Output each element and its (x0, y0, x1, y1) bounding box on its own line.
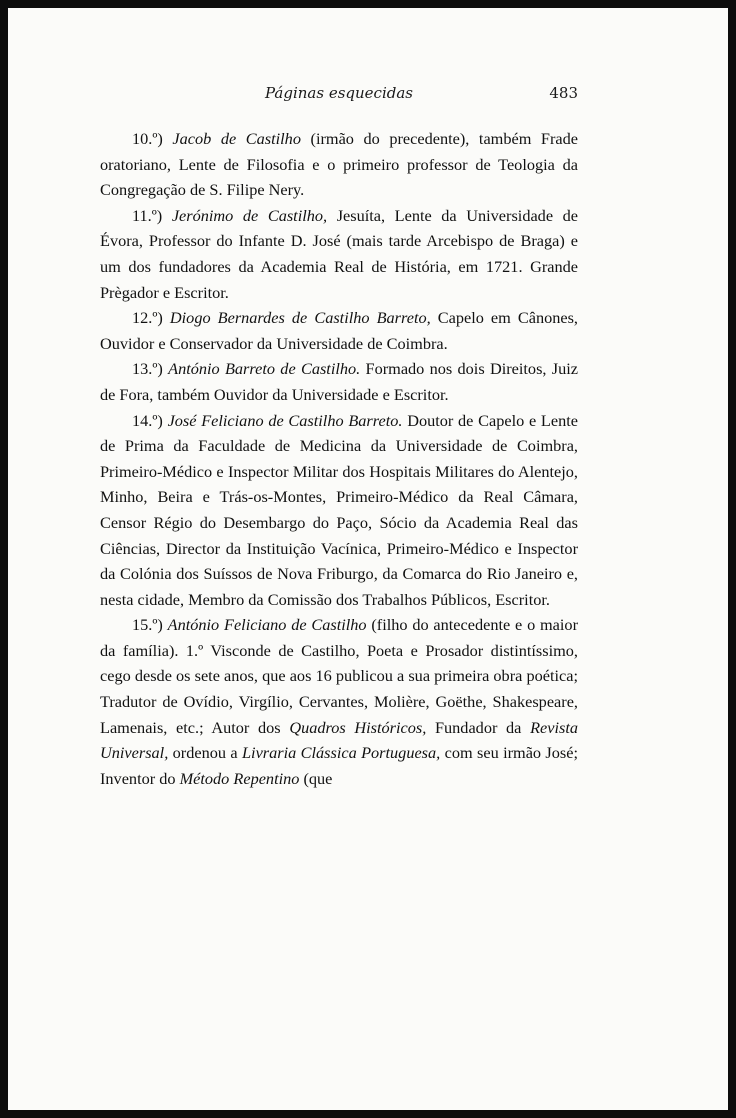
entry-number: 13.º) (132, 359, 163, 379)
paragraph-entry-11 (100, 203, 578, 305)
entry-number: 12.º) (132, 308, 163, 328)
entry-text: Formado nos dois Direitos, Juiz de Fora, também Ouvidor da Universidade e Escritor. (100, 359, 578, 404)
entry-name: José Feliciano de Castilho Barreto. (167, 410, 403, 430)
page-number: 483 (549, 84, 578, 102)
entry-text: Fundador da (434, 717, 522, 737)
work-title: Método Repentino (179, 768, 300, 788)
entry-text: Capelo em Cânones, Ouvidor e Conservador da Universidade de Coimbra. (100, 308, 578, 353)
book-page (8, 8, 728, 1110)
paragraph-entry-10 (100, 126, 578, 203)
entry-number: 15.º) (132, 615, 163, 635)
entry-text: com seu irmão José; Inventor do (100, 743, 578, 788)
entry-name: Diogo Bernardes de Castilho Barreto, (169, 308, 431, 328)
entry-name: Jerónimo de Castilho, (171, 205, 328, 225)
entry-number: 11.º) (132, 205, 163, 225)
work-title: Quadros Históricos, (289, 717, 427, 737)
work-title: Livraria Clássica Portuguesa, (241, 743, 441, 763)
work-title: Revista Universal, (100, 717, 579, 763)
running-title: Páginas esquecidas (265, 84, 413, 102)
entry-text: Doutor de Capelo e Lente de Prima da Faculdade de Medicina da Universidade de Coimbra, Primeiro-Médico e Inspector Militar dos Hospitais Militares do Alentejo, Minho, Beira e Trás-os-Montes, Primeiro-Médico da Real Câmara, Censor Régio do Desembargo do Paço, Sócio da Academia Real das Ciências, Director da Instituição Vacínica, Primeiro-Médico e Inspector da Colónia dos Suíssos de Nova Friburgo, da Comarca do Rio Janeiro e, nesta cidade, Membro da Comissão dos Trabalhos Públicos, Escritor. (100, 410, 578, 609)
paragraph-entry-12 (100, 305, 578, 356)
entry-text: (irmão do precedente), também Frade oratoriano, Lente de Filosofia e o primeiro professor de Teologia da Congregação de S. Filipe Nery. (100, 129, 578, 200)
entry-number: 14.º) (132, 410, 163, 430)
entry-text: ordenou a (172, 743, 238, 763)
paragraph-entry-13 (100, 356, 578, 407)
paragraph-entry-14 (100, 408, 578, 613)
entry-name: António Barreto de Castilho. (168, 359, 361, 379)
paragraph-entry-15 (100, 612, 578, 791)
entry-number: 10.º) (132, 129, 163, 148)
body-text (100, 126, 578, 791)
entry-text: Jesuíta, Lente da Universidade de Évora, Professor do Infante D. José (mais tarde Arcebispo de Braga) e um dos fundadores da Academia Real de História, em 1721. Grande Prègador e Escritor. (100, 205, 578, 302)
entry-name: António Feliciano de Castilho (167, 615, 367, 635)
entry-text: (que (303, 768, 333, 788)
entry-text: (filho do antecedente e o maior da família). 1.º Visconde de Castilho, Poeta e Prosador distintíssimo, cego desde os sete anos, que aos 16 publicou a sua primeira obra poética; Tradutor de Ovídio, Virgílio, Cervantes, Molière, Goëthe, Shakespeare, Lamenais, etc.; Autor dos (100, 615, 578, 737)
entry-name: Jacob de Castilho (172, 129, 301, 148)
running-header (100, 84, 578, 106)
